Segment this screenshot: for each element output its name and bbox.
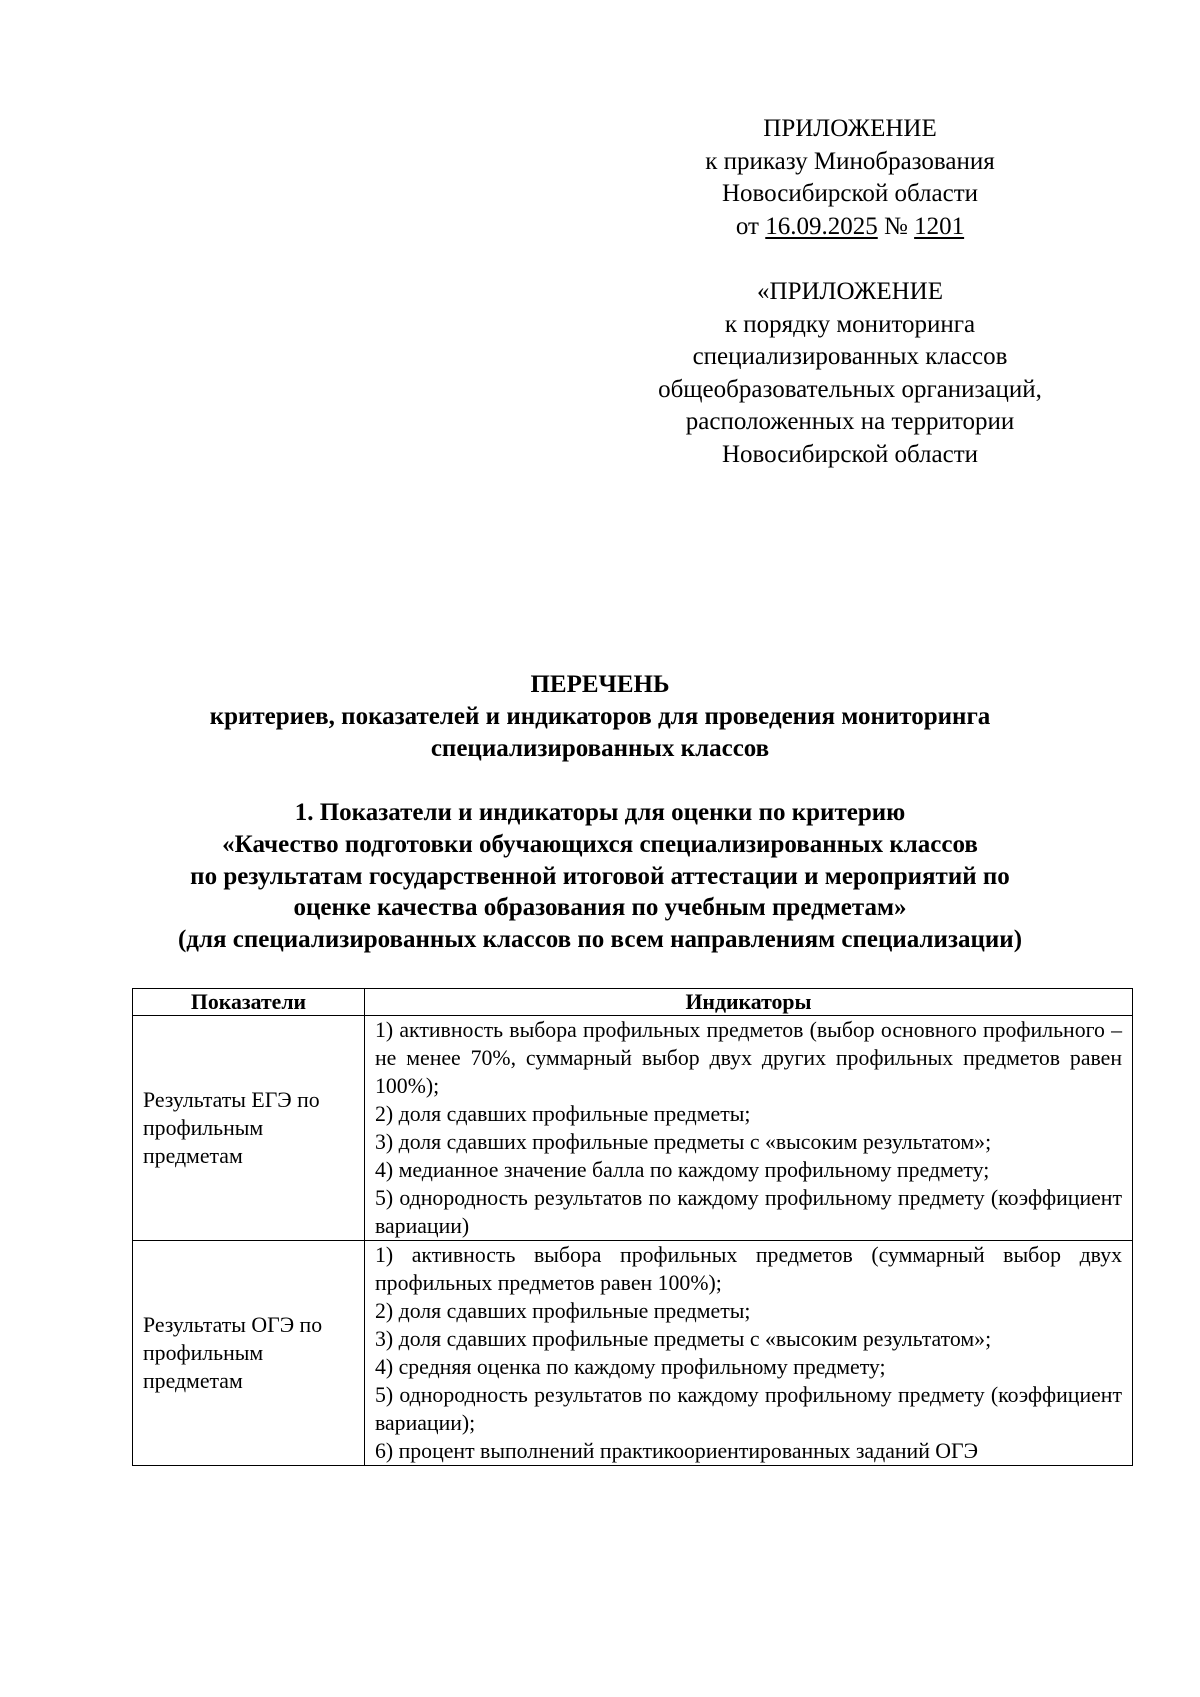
appendix2-title: «ПРИЛОЖЕНИЕ bbox=[757, 278, 943, 305]
metrics-cell bbox=[365, 1016, 1133, 1241]
appendix-order-ref: к приказу Минобразования bbox=[705, 147, 995, 175]
column-header-indicators: Показатели bbox=[133, 989, 365, 1016]
metric-item: 3) доля сдавших профильные предметы с «высоким результатом»; bbox=[375, 1327, 992, 1351]
table-row bbox=[133, 1016, 1133, 1241]
metric-item: 5) однородность результатов по каждому профильному предмету (коэффициент вариации); bbox=[375, 1383, 1122, 1435]
table-row bbox=[133, 1241, 1133, 1466]
metric-item: 2) доля сдавших профильные предметы; bbox=[375, 1102, 751, 1126]
number-sign: № bbox=[884, 212, 908, 240]
appendix2-line: Новосибирской области bbox=[721, 440, 979, 468]
document-title-line: специализированных классов bbox=[430, 734, 770, 762]
metric-item: 6) процент выполнений практикоориентированных заданий ОГЭ bbox=[375, 1439, 979, 1463]
document-title bbox=[100, 669, 1100, 764]
section-heading-line: «Качество подготовки обучающихся специализированных классов bbox=[222, 830, 978, 858]
column-header-metrics: Индикаторы bbox=[365, 989, 1133, 1016]
section-heading-line: оценке качества образования по учебным предметам» bbox=[293, 894, 907, 922]
appendix2-line: к порядку мониторинга bbox=[724, 310, 976, 338]
metric-item: 2) доля сдавших профильные предметы; bbox=[375, 1299, 751, 1323]
metric-item: 4) медианное значение балла по каждому профильному предмету; bbox=[375, 1158, 990, 1182]
document-title-main: ПЕРЕЧЕНЬ bbox=[530, 671, 670, 698]
order-number: 1201 bbox=[914, 212, 965, 240]
table-header-row bbox=[133, 989, 1133, 1016]
section-heading-line: 1. Показатели и индикаторы для оценки по критерию bbox=[294, 799, 906, 826]
metrics-cell bbox=[365, 1241, 1133, 1466]
section-heading-line: (для специализированных классов по всем направлениям специализации) bbox=[177, 926, 1023, 954]
appendix-title: ПРИЛОЖЕНИЕ bbox=[763, 115, 937, 142]
indicator-cell: Результаты ЕГЭ по профильным предметам bbox=[133, 1016, 365, 1241]
metric-item: 5) однородность результатов по каждому профильному предмету (коэффициент вариации) bbox=[375, 1186, 1122, 1238]
appendix-header bbox=[600, 113, 1100, 243]
metric-item: 1) активность выбора профильных предметов (суммарный выбор двух профильных предметов равен 100%); bbox=[375, 1243, 1122, 1295]
order-date: 16.09.2025 bbox=[765, 212, 878, 240]
appendix-region: Новосибирской области bbox=[721, 180, 979, 207]
metric-item: 3) доля сдавших профильные предметы с «высоким результатом»; bbox=[375, 1130, 992, 1154]
appendix2-line: специализированных классов bbox=[692, 343, 1008, 370]
appendix2-line: общеобразовательных организаций, bbox=[658, 375, 1042, 403]
date-prefix: от bbox=[735, 212, 759, 240]
appendix-header-2 bbox=[600, 276, 1100, 471]
document-title-line: критериев, показателей и индикаторов для проведения мониторинга bbox=[209, 702, 991, 730]
criteria-table bbox=[132, 988, 1133, 1466]
section-heading-line: по результатам государственной итоговой аттестации и мероприятий по bbox=[190, 862, 1010, 890]
appendix-date-line bbox=[600, 211, 1100, 244]
section-heading bbox=[100, 797, 1100, 956]
metric-item: 1) активность выбора профильных предметов (выбор основного профильного – не менее 70%, суммарный выбор двух других профильных предметов равен 100%); bbox=[375, 1018, 1122, 1098]
metric-item: 4) средняя оценка по каждому профильному предмету; bbox=[375, 1355, 886, 1379]
appendix2-line: расположенных на территории bbox=[685, 408, 1015, 435]
indicator-cell: Результаты ОГЭ по профильным предметам bbox=[133, 1241, 365, 1466]
